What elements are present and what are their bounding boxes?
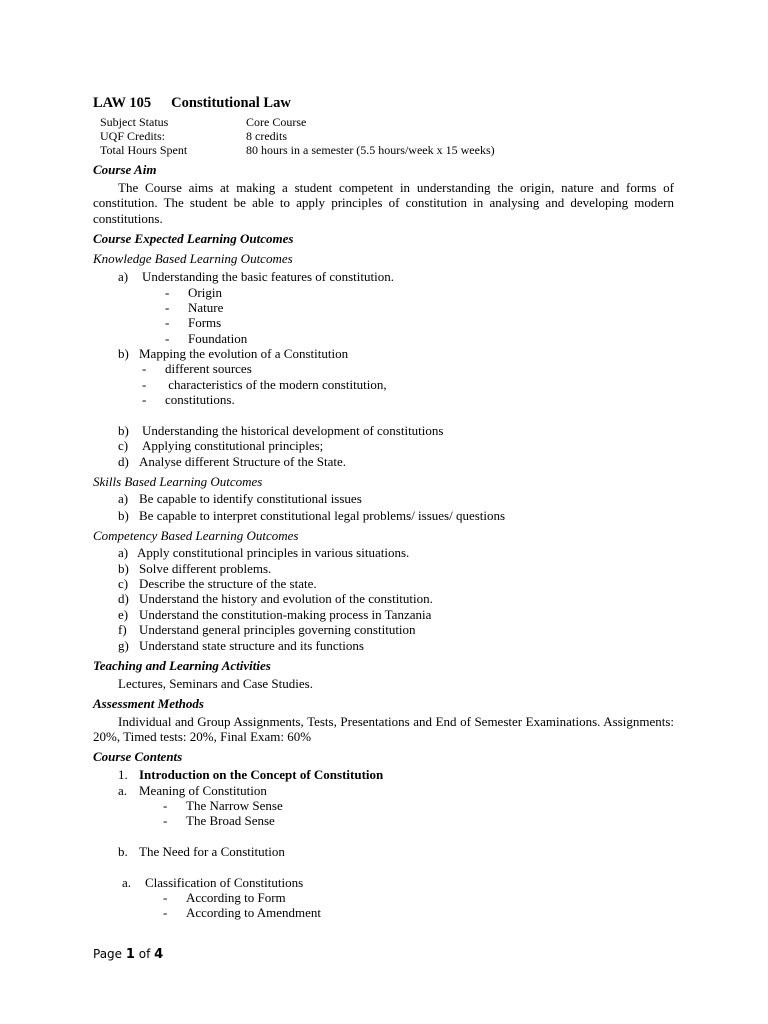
list-item: Mapping the evolution of a Constitution bbox=[139, 346, 349, 361]
list-item: Solve different problems. bbox=[139, 561, 272, 576]
list-marker: b) bbox=[118, 508, 129, 523]
list-item: Analyse different Structure of the State. bbox=[139, 454, 346, 469]
list-marker: d) bbox=[118, 591, 129, 606]
list-item: Understand the history and evolution of the constitution. bbox=[139, 591, 433, 606]
meta-label: Subject Status bbox=[100, 115, 169, 129]
sub-item: The Narrow Sense bbox=[186, 798, 283, 813]
meta-row bbox=[100, 129, 287, 143]
meta-row bbox=[100, 143, 495, 157]
list-marker: a) bbox=[118, 545, 129, 560]
list-item: Understanding the basic features of constitution. bbox=[142, 269, 394, 284]
page-word: Page bbox=[93, 947, 123, 961]
sub-item: According to Form bbox=[186, 890, 286, 905]
course-name: Constitutional Law bbox=[171, 95, 291, 111]
page-footer bbox=[93, 947, 163, 962]
assessment-text: Individual and Group Assignments, Tests, Presentations and End of Semester Examinations. Assignments: 20%, Timed tests: 20%, Final Exam: 60% bbox=[93, 714, 674, 745]
meta-row bbox=[100, 115, 307, 129]
list-item: Understand state structure and its functions bbox=[139, 638, 364, 653]
outcomes-heading: Course Expected Learning Outcomes bbox=[93, 231, 294, 246]
dash-bullet: - bbox=[142, 377, 147, 392]
sub-item: The Broad Sense bbox=[186, 813, 275, 828]
list-item: Understanding the historical development of constitutions bbox=[142, 423, 444, 438]
list-item: Understand general principles governing constitution bbox=[139, 622, 416, 637]
sub-item: different sources bbox=[165, 361, 252, 376]
skills-heading: Skills Based Learning Outcomes bbox=[93, 474, 263, 489]
list-marker: a) bbox=[118, 491, 129, 506]
list-marker: b) bbox=[118, 423, 129, 438]
list-item: Describe the structure of the state. bbox=[139, 576, 317, 591]
meta-value: 80 hours in a semester (5.5 hours/week x 15 weeks) bbox=[246, 143, 495, 157]
list-item: Meaning of Constitution bbox=[139, 783, 267, 798]
dash-bullet: - bbox=[163, 890, 168, 905]
list-marker: g) bbox=[118, 638, 129, 653]
dash-bullet: - bbox=[142, 392, 147, 407]
list-marker: b) bbox=[118, 346, 129, 361]
dash-bullet: - bbox=[163, 813, 168, 828]
course-title bbox=[93, 95, 291, 112]
list-marker: d) bbox=[118, 454, 129, 469]
list-marker: f) bbox=[118, 622, 127, 637]
section-title: Introduction on the Concept of Constitution bbox=[139, 767, 384, 782]
meta-label: UQF Credits: bbox=[100, 129, 166, 143]
list-marker: c) bbox=[118, 438, 129, 453]
list-marker: a) bbox=[118, 269, 129, 284]
meta-value: Core Course bbox=[246, 115, 307, 129]
list-item: The Need for a Constitution bbox=[139, 844, 285, 859]
sub-item: Foundation bbox=[188, 331, 248, 346]
list-marker: b. bbox=[118, 844, 128, 859]
list-item: Be capable to interpret constitutional legal problems/ issues/ questions bbox=[139, 508, 506, 523]
teaching-heading: Teaching and Learning Activities bbox=[93, 658, 271, 673]
course-aim-heading: Course Aim bbox=[93, 162, 157, 177]
list-marker: e) bbox=[118, 607, 129, 622]
sub-item: Forms bbox=[188, 315, 222, 330]
teaching-text: Lectures, Seminars and Case Studies. bbox=[118, 676, 313, 691]
competency-heading: Competency Based Learning Outcomes bbox=[93, 528, 299, 543]
dash-bullet: - bbox=[165, 300, 170, 315]
sub-item: Origin bbox=[188, 285, 222, 300]
dash-bullet: - bbox=[142, 361, 147, 376]
dash-bullet: - bbox=[163, 798, 168, 813]
course-aim-text: The Course aims at making a student competent in understanding the origin, nature and forms of constitution. The student be able to apply principles of constitution in analysing and developing modern constitutions. bbox=[93, 180, 674, 226]
dash-bullet: - bbox=[163, 905, 168, 920]
meta-label: Total Hours Spent bbox=[100, 143, 188, 157]
contents-heading: Course Contents bbox=[93, 749, 183, 764]
sub-item: According to Amendment bbox=[186, 905, 322, 920]
list-item: Classification of Constitutions bbox=[145, 875, 304, 890]
assessment-heading: Assessment Methods bbox=[93, 696, 204, 711]
dash-bullet: - bbox=[165, 331, 170, 346]
list-item: Apply constitutional principles in various situations. bbox=[137, 545, 410, 560]
list-marker: a. bbox=[118, 783, 128, 798]
section-number: 1. bbox=[118, 767, 128, 782]
list-marker: c) bbox=[118, 576, 129, 591]
page-number: 1 bbox=[125, 947, 135, 962]
knowledge-heading: Knowledge Based Learning Outcomes bbox=[93, 251, 293, 266]
sub-item: constitutions. bbox=[165, 392, 235, 407]
dash-bullet: - bbox=[165, 285, 170, 300]
list-item: Understand the constitution-making process in Tanzania bbox=[139, 607, 432, 622]
meta-value: 8 credits bbox=[246, 129, 287, 143]
list-item: Be capable to identify constitutional issues bbox=[139, 491, 362, 506]
list-item: Applying constitutional principles; bbox=[142, 438, 324, 453]
of-word: of bbox=[138, 947, 151, 961]
course-code: LAW 105 bbox=[93, 95, 152, 111]
dash-bullet: - bbox=[165, 315, 170, 330]
page-total: 4 bbox=[154, 947, 164, 962]
sub-item: Nature bbox=[188, 300, 224, 315]
list-marker: b) bbox=[118, 561, 129, 576]
sub-item: characteristics of the modern constitution, bbox=[165, 377, 387, 392]
list-marker: a. bbox=[122, 875, 132, 890]
